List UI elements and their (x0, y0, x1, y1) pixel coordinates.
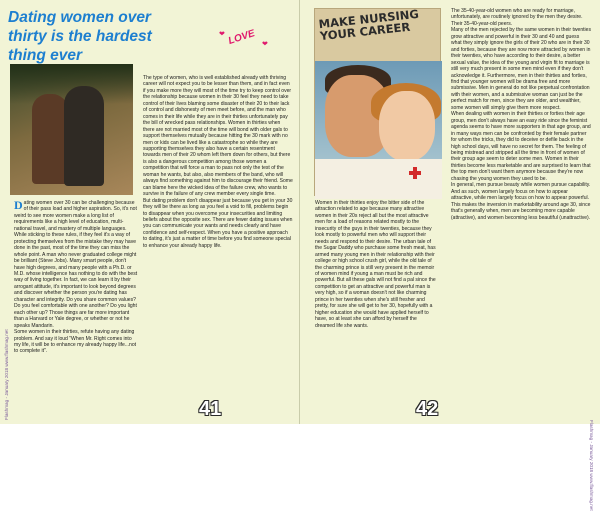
article-title: Dating women over thirty is the hardest thing ever (8, 9, 152, 64)
article-column-left (315, 200, 437, 329)
heart-icon: ❤ (219, 31, 225, 38)
right-side-credit: Flashmag - January 2018 www.flashmag.net (589, 420, 594, 511)
paragraph: Some women in their thirties, refute having any dating problem. And say it loud "When Mr. Right comes into my life, it will be to enhance my already happy life...not to complete it". (14, 329, 137, 355)
drop-cap: D (14, 198, 23, 212)
intro-text: ating women over 30 can be challenging because of their pass load and higher aspiration. So, it's not weird to see more women make a long list of requirements like a high level of education, multi-national travel, and mastery of multiple languages. (14, 200, 137, 232)
paragraph: In general, men pursue beauty while women pursue capability. And as such, women largely focus on how to appear attractive, while men largely focus on how to appear powerful. This makes the inversion in marketability around age 30, since that's generally when, men are becoming more capable (attractive), and women becoming less beautiful (unattractive). (451, 182, 591, 221)
poster-headline: MAKE NURSING YOUR CAREER (317, 6, 420, 44)
nursing-poster (314, 8, 441, 196)
left-page (0, 0, 300, 424)
couple-photo (10, 64, 133, 195)
article-column-right (451, 8, 591, 221)
love-tag: LOVE (226, 28, 257, 47)
article-column-right (143, 75, 293, 249)
page-number-left: 41 (199, 398, 222, 420)
paragraph: Women in their thirties enjoy the bitter side of the attraction related to age because many attractive women in their 20s reject all but the most attractive men for a load of reasons related mostly to the insecurity of the guys in their twenties, because they look mostly to powerful men who will support their needs and respond to their desire. The urban tale of the Sugar Daddy who purchase some fresh meat, has armed many young men in their relationship with their college or high school crush girl, while the old tale of the charming prince is still very present in the memoir of women mind if young a man must be rich and powerful. But all these gals will not find a pal since the competition to get an attractive and powerful man is very high, so if a woman doesn't not like charming prince in her twenties when she's still fresher and pretty, for sure she will get to her 30, hopefully with a higher education she would have applied herself to have, so at least she can afford by herself the dreamed life she wants. (315, 200, 436, 329)
article-column-left (14, 200, 138, 355)
woman-figure (32, 94, 68, 184)
red-cross-icon (409, 167, 421, 179)
page-number-right: 42 (416, 398, 439, 420)
right-page (300, 0, 600, 511)
nurse-uniform-shape (315, 159, 442, 199)
paragraph: But dating problem don't disappear just because you get in your 30 they will be there as long as you feel a void to fill, problems begin to disappear when you overcome your insecurities and limiting beliefs about the opposite sex. There are fewer dating issues when you can communicate your wants and needs clearly and have confidence and self-respect. When you have a positive approach to dating, it's just a matter of time before you find someone special to enhance your already happy life. (143, 197, 293, 249)
paragraph: The type of women, who is well established already with thriving career will not expect you to be lesser than them, and in fact even if you make more they will most of the time try to keep control over the relationship because women in their 30 feel they need to take control of their lives blaming some disaster of their 20 to their lack of control and dishonesty of men meet before, and the man who comes in their life while they are in their thirties unfortunately pay the bill of wrecked pass relationships. Women in thirties when there are not married most of the time will bond with older gals to support themselves mutually because hitting the 30 mark with no men or kids can be lived like a catastrophe so while they are supporting themselves they also have a certain resentment towards men of their 20 whom left them down for others, but there is also a dangerous competition among those women a competition that will force a man to pass not only the test of the woman he wants, but also, also members of the band, who will always find something against him to discourage their friend. Some can blame here the wicked idea of the failure crew, who wants to survive in the failure of any crew member every single time. (143, 75, 293, 198)
intro-paragraph (14, 200, 138, 232)
woman-face-shape (379, 91, 435, 161)
heart-icon: ❤ (262, 41, 268, 48)
man-figure (64, 86, 104, 186)
paragraph: The 35-40-year-old women who are ready for marriage, unfortunately, are routinely ignored by the men they desire. Their 35-40-year-old peers. (451, 8, 583, 27)
paragraph: Many of the men rejected by the same women in their twenties grow attractive and powerful in their 30 and 40 and guess what they simply ignore the girls of their 20 who are in their 30 and forties, because they are now more attracted by women in their twenties, who have according to their desire, a better sexual value, the idea of the young and virgin fit to marriage is still very much present in some men mind even if they don't acknowledge it. Furthermore, men in their thirties and forties, find that younger women will be drama free and more submissive. Men in general do not like perpetual confrontation with their women, and a submissive woman can just be the perfect match for men, since they are older, and wealthier, some women will simply give them more respect. (451, 27, 591, 111)
paragraph: While sticking to these rules, if they feel it's a way of protecting themselves from the mistake they may have done in the past, most of the time they can miss the whole point. A man who never graduated college might be brilliant (Steve Jobs). Many smart people, don't have high degrees, and many people with a Ph.D. or M.D. whose intelligence has nothing to do with the best way of living together. In fact, we can learn it by their arrogant attitude, it's important to look beyond degrees and discover whether the person you're dating has character and integrity. Do you share common values? Do you feel comfortable with one another? Do you light each other up? Those things are far more important than a Harvard or Yale degree, or whether or not he speaks Mandarin. (14, 232, 138, 329)
left-side-credit: Flashmag - January 2018 www.flashmag.net (4, 329, 9, 420)
paragraph: When dealing with women in their thirties or forties their age group, men don't always have an easy ride since the feminist agenda seems to have more supporters in that age group, and in many ways men can be confronted by their female partner for whom the tricks, they did to deceive or defile back in the high school days, will have no secret for them. The feeling of being mistread and stripped all the time in front of women of their group age seem to deter some men. Women in their thirties become less marketable and are surprised to learn that the top men don't want them anymore because they're now chasing the young women they used to be. (451, 111, 591, 182)
